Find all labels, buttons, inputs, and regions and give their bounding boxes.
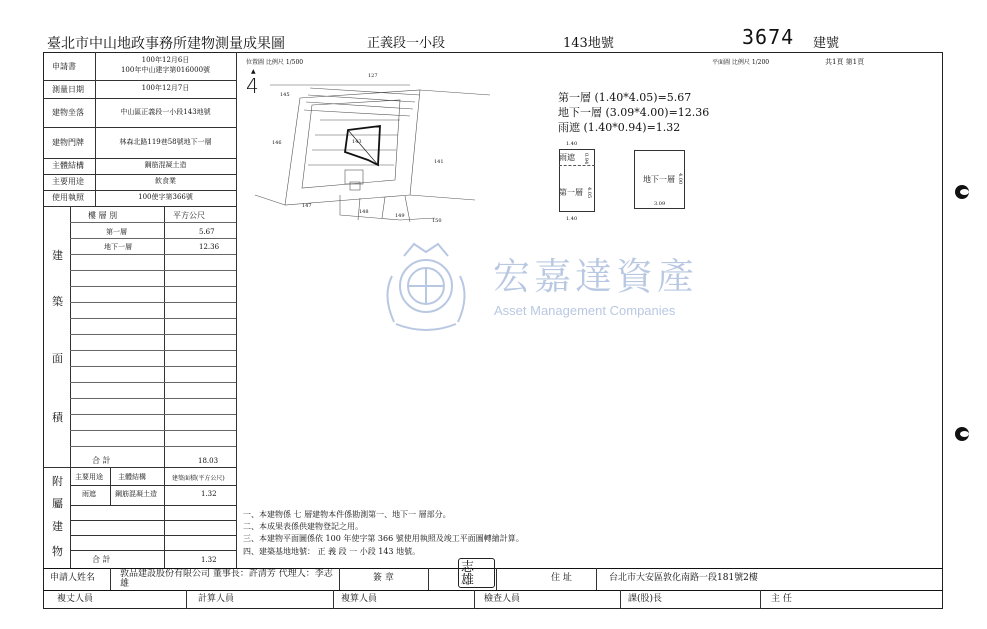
address-label: 住 址 bbox=[551, 573, 572, 583]
plan-b-label: 地下一層 bbox=[643, 175, 675, 184]
annex-side-char-1: 附 bbox=[52, 475, 63, 488]
area-col-floor: 樓 層 別 bbox=[88, 211, 118, 220]
applicant-label: 申請人姓名 bbox=[50, 573, 96, 583]
address-value: 台北市大安區敦化南路一段181號2樓 bbox=[609, 573, 758, 583]
area-grid-line bbox=[70, 430, 236, 431]
plan-b-side-dim: 4.00 bbox=[677, 173, 683, 185]
plan-a-canopy-label: 雨遮 bbox=[559, 153, 575, 162]
plan-b-bottom-dim: 3.09 bbox=[654, 201, 666, 207]
annex-col-struct: 主體結構 bbox=[118, 473, 146, 481]
footer-divider-5 bbox=[596, 568, 597, 590]
value-address: 林森北路119巷58號地下一層 bbox=[119, 138, 212, 146]
plan-a-side-dim2: 4.05 bbox=[586, 187, 592, 199]
watermark-subtitle: Asset Management Companies bbox=[494, 303, 676, 318]
formula-first-floor: 第一層 (1.40*4.05)=5.67 bbox=[558, 91, 692, 104]
label-usage: 主要用途 bbox=[52, 177, 84, 186]
annex-side-char-3: 建 bbox=[52, 520, 63, 533]
note-3: 三、本建物平面圖係依 100 年使字第 366 號使用執照及竣工平面圖轉繪計算。 bbox=[243, 534, 524, 543]
location-map-title: 位置圖 比例尺 1/500 bbox=[246, 59, 304, 66]
area-side-char-1: 建 bbox=[52, 249, 63, 262]
area-grid-line bbox=[70, 398, 236, 399]
watermark-name: 宏嘉達資產 bbox=[493, 255, 698, 298]
lot-label-143: 143 bbox=[352, 139, 362, 145]
value-application-no: 100年中山建字第016000號 bbox=[120, 66, 211, 74]
page-indicator: 共1頁 第1頁 bbox=[825, 58, 865, 66]
label-structure: 主體結構 bbox=[52, 161, 84, 170]
annex-use-1: 雨遮 bbox=[82, 490, 96, 498]
label-location: 建物坐落 bbox=[52, 108, 84, 117]
annex-total-label: 合 計 bbox=[92, 555, 111, 564]
footer-mid-line bbox=[43, 590, 943, 591]
value-license: 100使字第366號 bbox=[138, 193, 193, 201]
area-side-char-2: 築 bbox=[52, 295, 63, 308]
footer-divider-2 bbox=[339, 568, 340, 590]
area-side-char-4: 積 bbox=[52, 411, 63, 424]
area-grid-line bbox=[70, 414, 236, 415]
formula-canopy: 雨遮 (1.40*0.94)=1.32 bbox=[558, 121, 681, 134]
label-survey-date: 測量日期 bbox=[52, 85, 84, 94]
signer-inspector: 檢查人員 bbox=[484, 594, 521, 604]
floor-plan-scale: 平面圖 比例尺 1/200 bbox=[712, 59, 770, 66]
plan-a-bottom-dim: 1.40 bbox=[566, 216, 578, 222]
label-license: 使用執照 bbox=[52, 193, 84, 202]
lot-label-141: 141 bbox=[434, 159, 444, 165]
area-floor-1: 第一層 bbox=[106, 228, 127, 236]
area-total-label: 合 計 bbox=[92, 456, 111, 465]
area-grid-line bbox=[70, 286, 236, 287]
label-address: 建物門牌 bbox=[52, 138, 84, 147]
note-2: 二、本成果表係供建物登記之用。 bbox=[243, 522, 363, 531]
area-grid-line bbox=[70, 350, 236, 351]
lot-label-145: 145 bbox=[280, 92, 290, 98]
area-grid-line bbox=[70, 254, 236, 255]
area-col-sqm: 平方公尺 bbox=[173, 211, 205, 220]
value-survey-date: 100年12月7日 bbox=[141, 84, 190, 92]
footer-divider-4 bbox=[496, 568, 497, 590]
area-grid-line bbox=[70, 222, 236, 223]
value-structure: 鋼筋混凝土造 bbox=[144, 161, 187, 169]
area-grid-line bbox=[70, 270, 236, 271]
seal-label: 簽 章 bbox=[373, 573, 394, 583]
area-grid-line bbox=[70, 382, 236, 383]
label-application: 申請書 bbox=[52, 62, 76, 71]
signer-calculator: 計算人員 bbox=[198, 594, 235, 604]
signer-section-chief: 課(股)長 bbox=[628, 594, 663, 604]
lot-number: 143地號 bbox=[563, 36, 614, 51]
value-location: 中山區正義段一小段143地號 bbox=[120, 108, 211, 116]
area-value-1: 5.67 bbox=[199, 228, 215, 236]
lot-label-149: 149 bbox=[395, 213, 405, 219]
area-value-2: 12.36 bbox=[199, 243, 220, 251]
annex-total-value: 1.32 bbox=[201, 556, 217, 564]
area-floor-2: 地下一層 bbox=[104, 243, 132, 251]
footer-divider-1 bbox=[110, 568, 111, 590]
left-table-border bbox=[236, 52, 237, 568]
lot-label-147: 147 bbox=[302, 203, 312, 209]
building-number: 3674 bbox=[742, 25, 795, 49]
plan-a-side-dim1: 0.94 bbox=[583, 153, 589, 165]
applicant-value: 敦品建設股份有限公司 董事長：許清芳 代理人：李志雄 bbox=[120, 569, 333, 589]
seal-stamp: 志雄 bbox=[458, 558, 495, 588]
area-grid-line bbox=[70, 318, 236, 319]
area-grid-line bbox=[70, 238, 236, 239]
value-application-date: 100年12月6日 bbox=[141, 56, 190, 64]
lot-label-148: 148 bbox=[359, 209, 369, 215]
signer-checker: 複算人員 bbox=[341, 594, 378, 604]
crest-logo-icon bbox=[374, 236, 478, 340]
document-title: 臺北市中山地政事務所建物測量成果圖 bbox=[47, 36, 285, 52]
annex-col-area: 建築面積(平方公尺) bbox=[172, 475, 225, 482]
value-usage: 飲食業 bbox=[155, 177, 176, 185]
area-grid-line bbox=[70, 334, 236, 335]
footer-divider-3 bbox=[428, 568, 429, 590]
annex-side-char-4: 物 bbox=[52, 545, 63, 558]
annex-area-1: 1.32 bbox=[201, 490, 217, 498]
plan-a-top-dim: 1.40 bbox=[566, 141, 578, 147]
signer-director: 主 任 bbox=[771, 594, 792, 604]
area-grid-line bbox=[70, 446, 236, 447]
lot-label-150: 150 bbox=[432, 218, 442, 224]
north-mark: 4 bbox=[246, 74, 259, 98]
lot-label-127: 127 bbox=[368, 73, 378, 79]
binder-hole-highlight bbox=[960, 189, 969, 195]
annex-side-char-2: 屬 bbox=[52, 497, 63, 510]
plan-a-first-floor-label: 第一層 bbox=[559, 188, 583, 197]
note-1: 一、本建物係 七 層建物本件係勘測第一、地下一 層部分。 bbox=[243, 510, 451, 519]
lot-label-146: 146 bbox=[272, 140, 282, 146]
area-total-value: 18.03 bbox=[198, 457, 219, 465]
area-grid-line bbox=[70, 366, 236, 367]
formula-basement: 地下一層 (3.09*4.00)=12.36 bbox=[558, 106, 710, 119]
note-4: 四、建築基地地號： 正 義 段 一 小段 143 地號。 bbox=[243, 547, 421, 556]
area-side-char-3: 面 bbox=[52, 352, 63, 365]
north-arrow-icon: ▲ bbox=[251, 68, 256, 75]
annex-col-use: 主要用途 bbox=[75, 473, 103, 481]
location-map bbox=[250, 60, 500, 240]
section-name: 正義段一小段 bbox=[367, 36, 446, 51]
building-number-suffix: 建號 bbox=[813, 36, 840, 51]
plan-canopy-line bbox=[559, 165, 595, 166]
binder-hole-highlight bbox=[960, 431, 969, 437]
annex-struct-1: 鋼筋混凝土造 bbox=[115, 490, 157, 498]
area-grid-line bbox=[70, 302, 236, 303]
signer-surveyor: 複丈人員 bbox=[57, 594, 94, 604]
